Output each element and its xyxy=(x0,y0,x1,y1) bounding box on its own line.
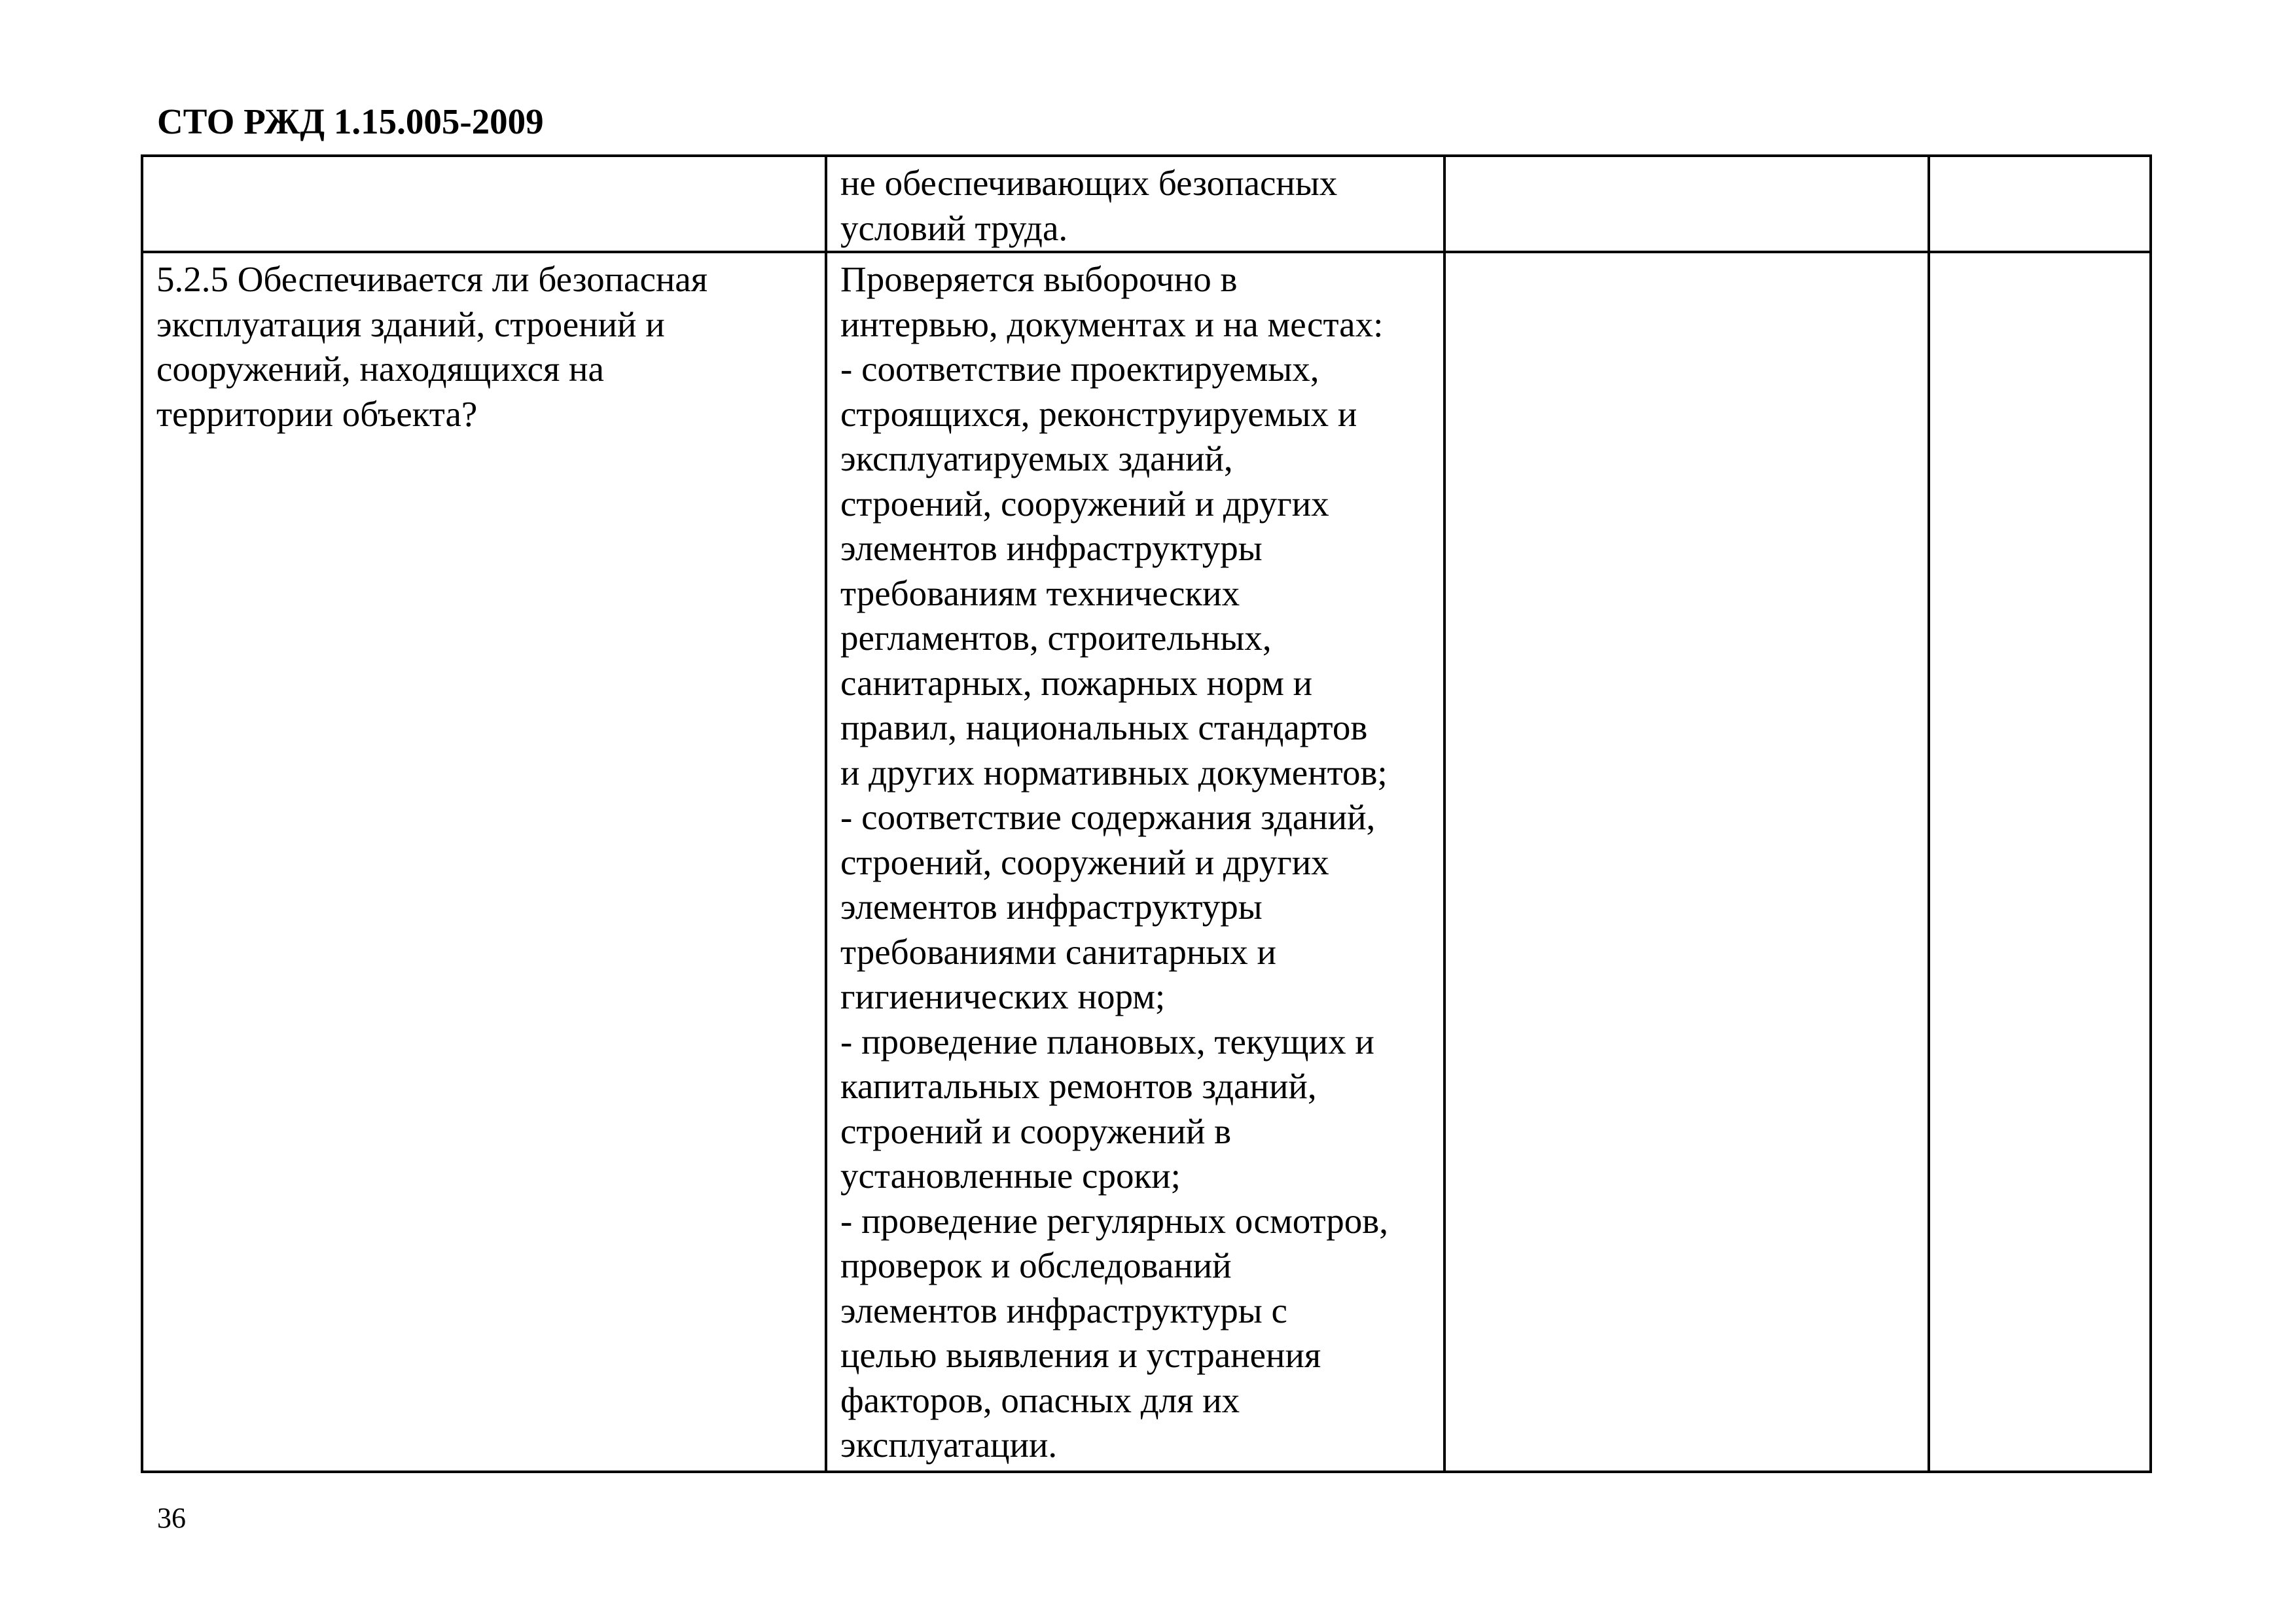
verification-method-cell: Проверяется выборочно в интервью, документах и на местах: - соответствие проектируемых, строящихся, реконструируемых и эксплуатируемых зданий, строений, сооружений и других элементов инфраструктуры требованиям технических регламентов, строительных, санитарных, пожарных норм и правил, национальных стандартов и других нормативных документов; - соответствие содержания зданий, строений, сооружений и других элементов инфраструктуры требованиями санитарных и гигиенических норм; - проведение плановых, текущих и капитальных ремонтов зданий, строений и сооружений в установленные сроки; - проведение регулярных осмотров, проверок и обследований элементов инфраструктуры с целью выявления и устранения факторов, опасных для их эксплуатации. xyxy=(826,252,1444,1472)
page-number: 36 xyxy=(157,1502,186,1534)
table-row xyxy=(142,156,2151,252)
table-row xyxy=(142,252,2151,1472)
result-cell xyxy=(1444,252,1929,1472)
question-cell xyxy=(142,156,826,252)
result-cell xyxy=(1444,156,1929,252)
verification-method-cell: не обеспечивающих безопасных условий труда. xyxy=(826,156,1444,252)
question-cell: 5.2.5 Обеспечивается ли безопасная эксплуатация зданий, строений и сооружений, находящихся на территории объекта? xyxy=(142,252,826,1472)
document-header: СТО РЖД 1.15.005-2009 xyxy=(157,101,544,141)
checklist-table xyxy=(141,154,2152,1473)
note-cell xyxy=(1929,252,2151,1472)
note-cell xyxy=(1929,156,2151,252)
